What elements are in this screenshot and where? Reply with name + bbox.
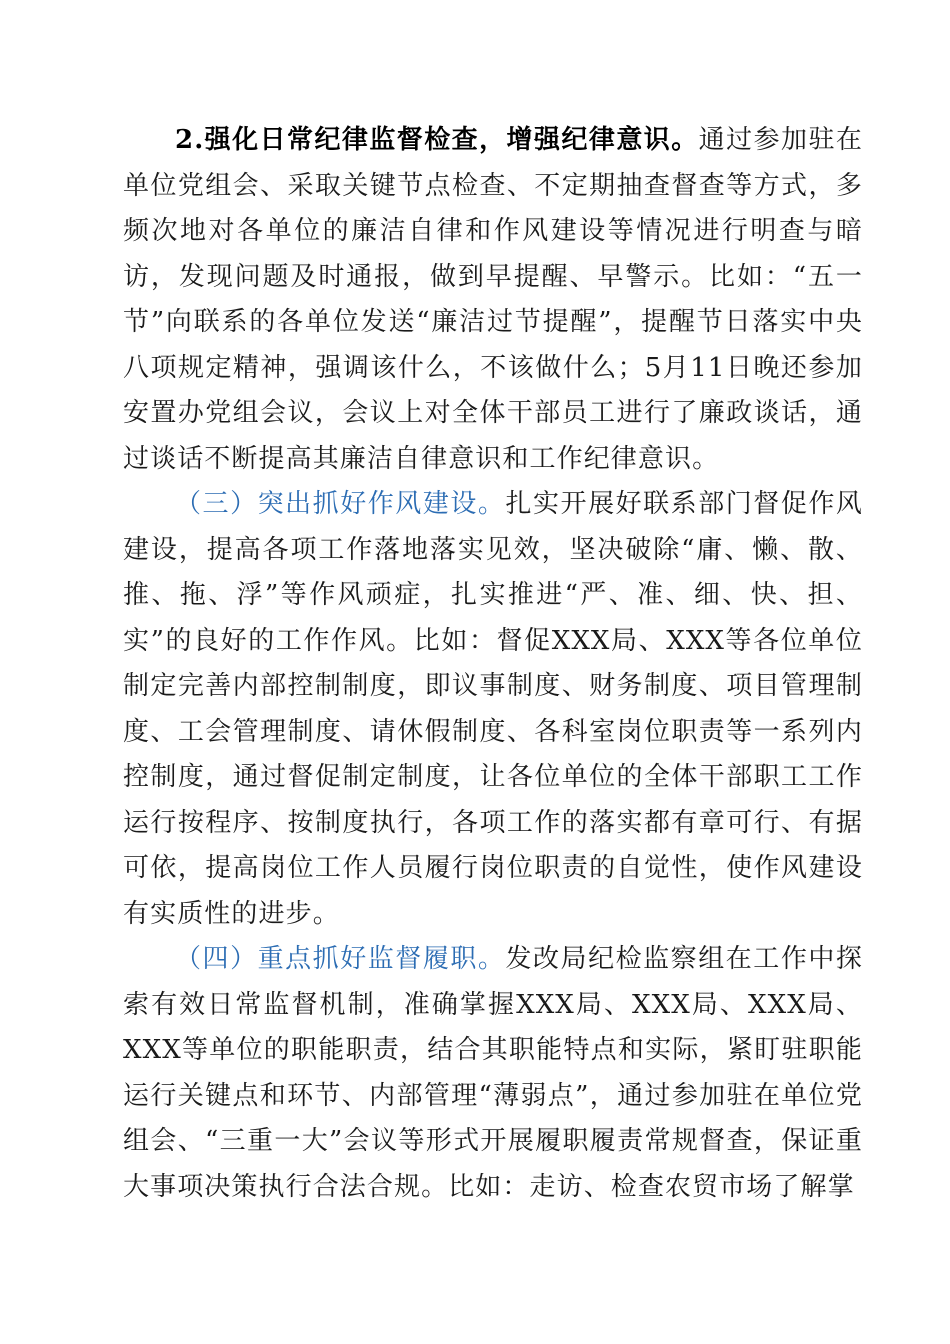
section-heading-discipline: 2.强化日常纪律监督检查，增强纪律意识。 (175, 125, 699, 155)
paragraph-text: 扎实开展好联系部门督促作风建设，提高各项工作落地落实见效，坚决破除“庸、懒、散、推、拖、浮”等作风顽症，扎实推进“严、准、细、快、担、实”的良好的工作作风。比如：督促XXX局、XXX等各位单位制定完善内部控制制度，即议事制度、财务制度、项目管理制度、工会管理制度、请休假制度、各科室岗位职责等一系列内控制度，通过督促制定制度，让各位单位的全体干部职工工作运行按程序、按制度执行，各项工作的落实都有章可行、有据可依，提高岗位工作人员履行岗位职责的自觉性，使作风建设有实质性的进步。 (123, 489, 863, 929)
paragraph-discipline-supervision (123, 118, 863, 482)
paragraph-text: 发改局纪检监察组在工作中探索有效日常监督机制，准确掌握XXX局、XXX局、XXX局、XXX等单位的职能职责，结合其职能特点和实际，紧盯驻职能运行关键点和环节、内部管理“薄弱点”，通过参加驻在单位党组会、“三重一大”会议等形式开展履职履责常规督查，保证重大事项决策执行合法合规。比如：走访、检查农贸市场了解掌 (123, 944, 863, 1202)
section-heading-work-style: （三）突出抓好作风建设。 (175, 489, 506, 519)
paragraph-work-style (123, 482, 863, 937)
section-heading-supervision-duty: （四）重点抓好监督履职。 (175, 944, 506, 974)
paragraph-text: 通过参加驻在单位党组会、采取关键节点检查、不定期抽查督查等方式，多频次地对各单位的廉洁自律和作风建设等情况进行明查与暗访，发现问题及时通报，做到早提醒、早警示。比如：“五一节”向联系的各单位发送“廉洁过节提醒”，提醒节日落实中央八项规定精神，强调该什么，不该做什么；5月11日晚还参加安置办党组会议，会议上对全体干部员工进行了廉政谈话，通过谈话不断提高其廉洁自律意识和工作纪律意识。 (123, 125, 863, 474)
paragraph-supervision-duty (123, 937, 863, 1210)
document-body (123, 118, 863, 1210)
